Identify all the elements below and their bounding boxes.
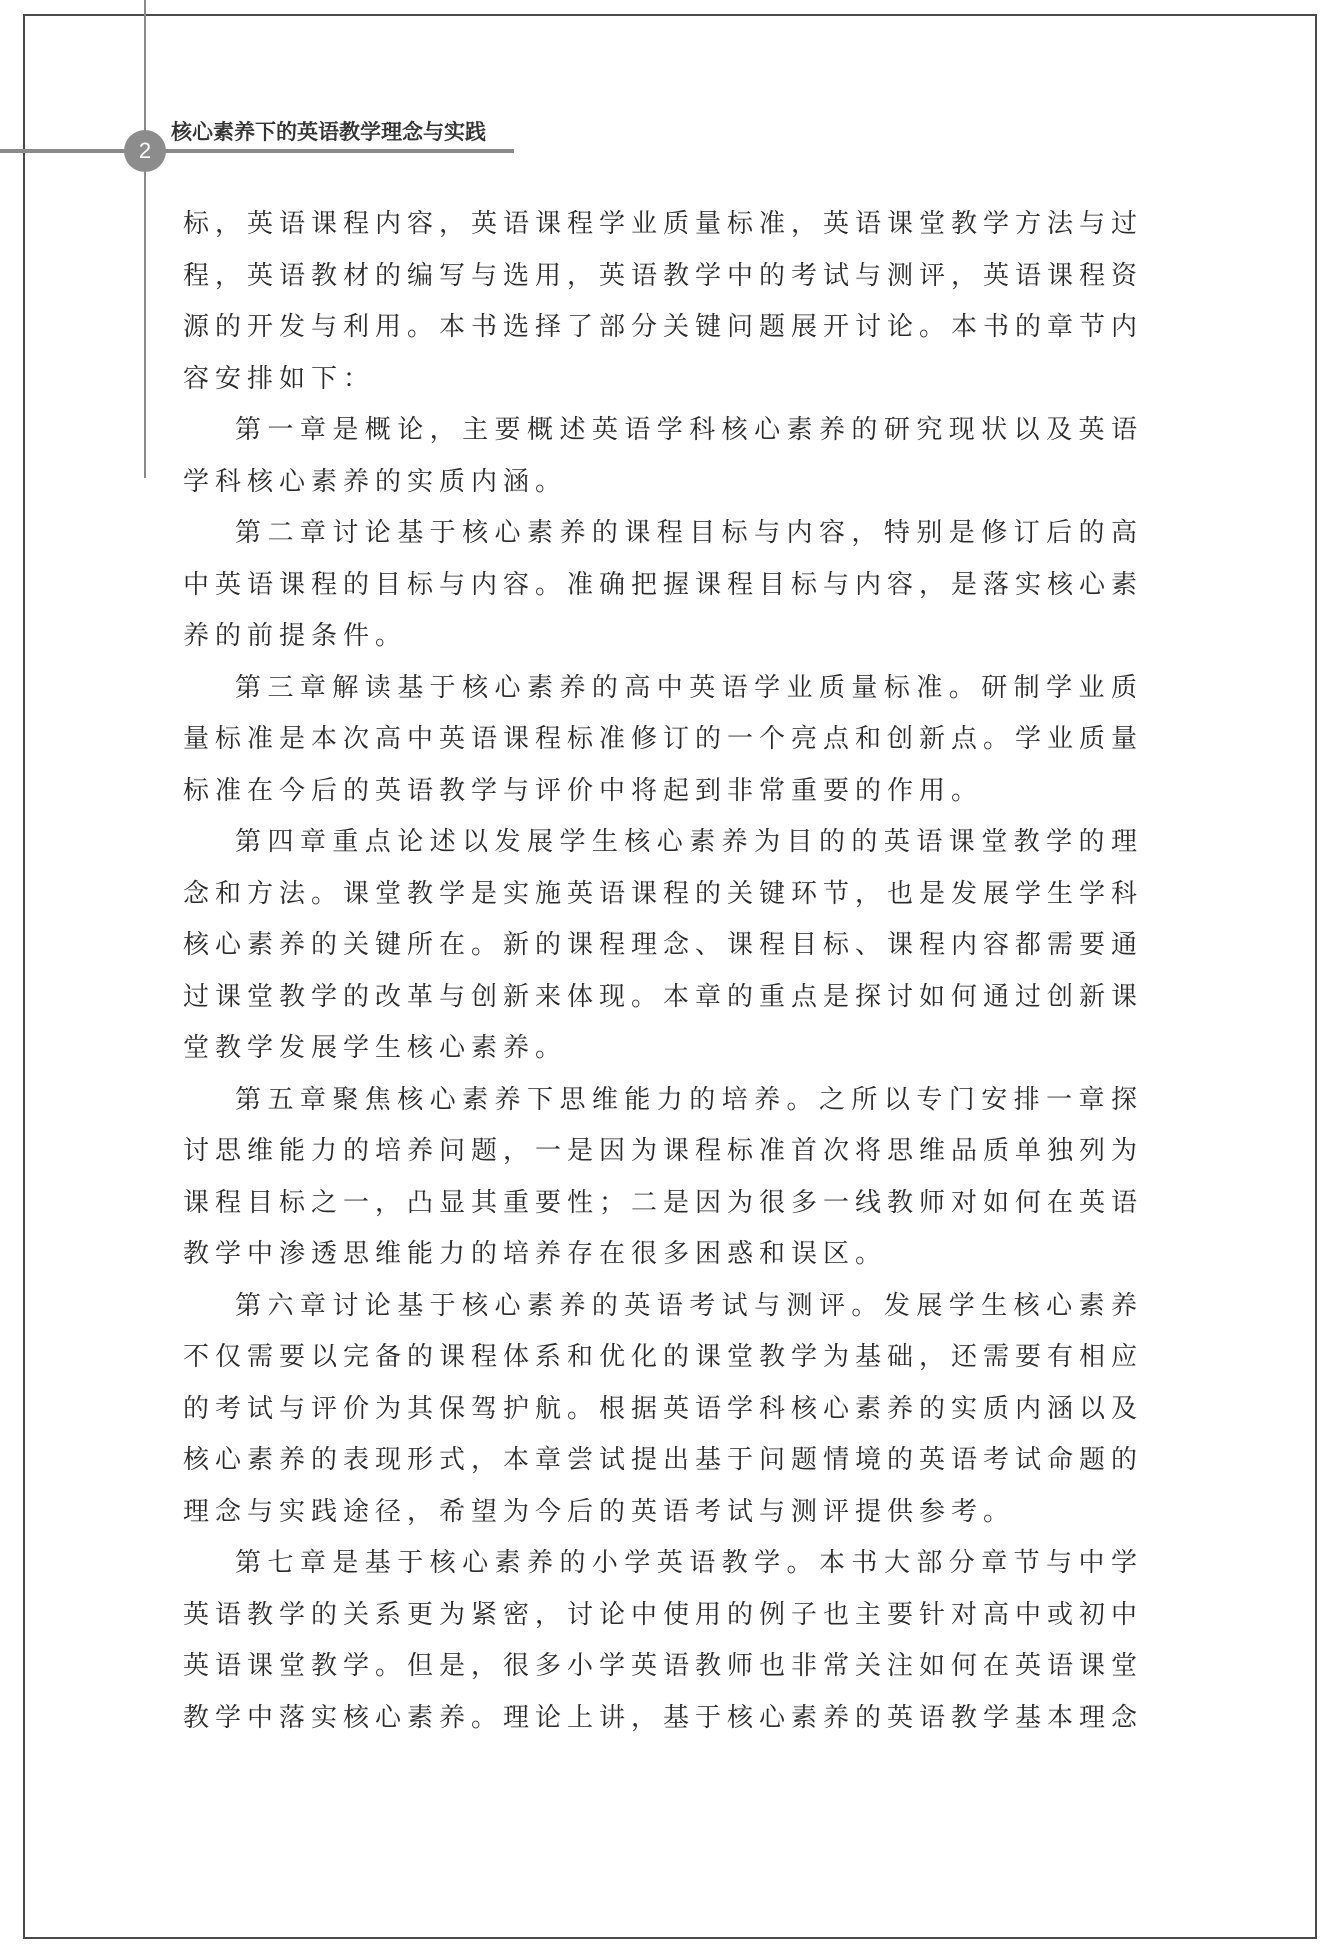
body-text — [183, 199, 1143, 1744]
paragraph: 第三章解读基于核心素养的高中英语学业质量标准。研制学业质量标准是本次高中英语课程标准修订的一个亮点和创新点。学业质量标准在今后的英语教学与评价中将起到非常重要的作用。 — [183, 672, 1144, 806]
paragraph: 第四章重点论述以发展学生核心素养为目的的英语课堂教学的理念和方法。课堂教学是实施英语课程的关键环节，也是发展学生学科核心素养的关键所在。新的课程理念、课程目标、课程内容都需要通过课堂教学的改革与创新来体现。本章的重点是探讨如何通过创新课堂教学发展学生核心素养。 — [183, 827, 1144, 1063]
page-number-badge: 2 — [124, 130, 166, 172]
header-vertical-rule — [144, 0, 146, 478]
paragraph: 第一章是概论，主要概述英语学科核心素养的研究现状以及英语学科核心素养的实质内涵。 — [183, 415, 1143, 497]
paragraph: 标，英语课程内容，英语课程学业质量标准，英语课堂教学方法与过程，英语教材的编写与选用，英语教学中的考试与测评，英语课程资源的开发与利用。本书选择了部分关键问题展开讨论。本书的章节内容安排如下： — [183, 209, 1144, 394]
header-horizontal-rule — [0, 149, 514, 153]
paragraph: 第五章聚焦核心素养下思维能力的培养。之所以专门安排一章探讨思维能力的培养问题，一是因为课程标准首次将思维品质单独列为课程目标之一，凸显其重要性；二是因为很多一线教师对如何在英语教学中渗透思维能力的培养存在很多困惑和误区。 — [183, 1084, 1144, 1269]
paragraph: 第六章讨论基于核心素养的英语考试与测评。发展学生核心素养不仅需要以完备的课程体系和优化的课堂教学为基础，还需要有相应的考试与评价为其保驾护航。根据英语学科核心素养的实质内涵以及核心素养的表现形式，本章尝试提出基于问题情境的英语考试命题的理念与实践途径，希望为今后的英语考试与测评提供参考。 — [183, 1290, 1144, 1527]
running-header-title: 核心素养下的英语教学理念与实践 — [171, 120, 486, 144]
paragraph: 第七章是基于核心素养的小学英语教学。本书大部分章节与中学英语教学的关系更为紧密，讨论中使用的例子也主要针对高中或初中英语课堂教学。但是，很多小学英语教师也非常关注如何在英语课堂教学中落实核心素养。理论上讲，基于核心素养的英语教学基本理念 — [183, 1548, 1144, 1733]
paragraph: 第二章讨论基于核心素养的课程目标与内容，特别是修订后的高中英语课程的目标与内容。准确把握课程目标与内容，是落实核心素养的前提条件。 — [183, 518, 1144, 651]
